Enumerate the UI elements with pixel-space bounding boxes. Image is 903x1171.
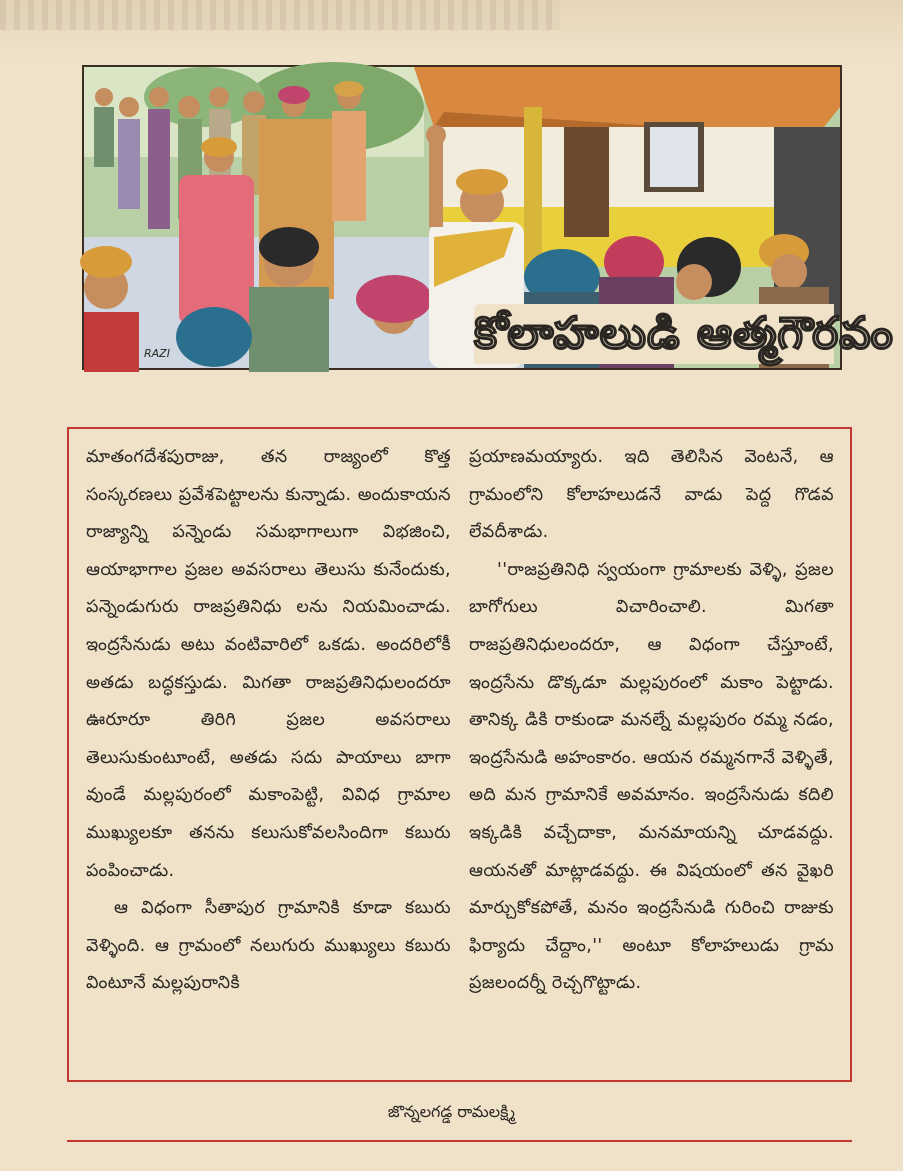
story-title: కోలాహలుడి ఆత్మగౌరవం	[474, 304, 834, 364]
paragraph: మాతంగదేశపురాజు, తన రాజ్యంలో కొత్త సంస్కరణలు ప్రవేశపెట్టాలను కున్నాడు. అందుకాయన రాజ్యాన్ని పన్నెండు సమభాగాలుగా విభజించి, ఆయాభాగాల ప్రజల అవసరాలు తెలుసు కునేందుకు, పన్నెండుగురు రాజప్రతినిధు లను నియమించాడు. ఇంద్రసేనుడు అటు వంటివారిలో ఒకడు. అందరిలోకీ అతడు బద్ధకస్తుడు. మిగతా రాజప్రతినిధులందరూ ఊరూరూ తిరిగి ప్రజల అవసరాలు తెలుసుకుంటూంటే, అతడు సదు పాయాలు బాగా వుండే మల్లపురంలో మకాంపెట్టి, వివిధ గ్రామాల ముఖ్యులకూ తనను కలుసుకోవలసిందిగా కబురు పంపించాడు.	[86, 447, 451, 881]
paragraph: ప్రయాణమయ్యారు. ఇది తెలిసిన వెంటనే, ఆ గ్రామంలోని కోలాహలుడనే వాడు పెద్ద గొడవ లేవదీశాడు.	[469, 447, 834, 543]
previous-page-strip	[0, 0, 560, 30]
left-column	[86, 439, 451, 1003]
story-text-frame	[67, 427, 852, 1082]
artist-signature: RAZI	[144, 347, 170, 360]
story-illustration	[82, 65, 894, 370]
bottom-divider	[67, 1140, 852, 1142]
paragraph: ఆ విధంగా సీతాపుర గ్రామానికి కూడా కబురు వెళ్ళింది. ఆ గ్రామంలో నలుగురు ముఖ్యులు కబురు వింటూనే మల్లపురానికి	[86, 898, 451, 994]
author-name: జొన్నలగడ్డ రామలక్ష్మి	[387, 1102, 516, 1121]
right-column	[469, 439, 834, 1003]
paragraph: ''రాజప్రతినిధి స్వయంగా గ్రామాలకు వెళ్ళి, ప్రజల బాగోగులు విచారించాలి. మిగతా రాజప్రతినిధులందరూ, ఆ విధంగా చేస్తూంటే, ఇంద్రసేను డొక్కడూ మల్లపురంలో మకాం పెట్టాడు. తానిక్క డికి రాకుండా మనల్నే మల్లపురం రమ్మ నడం, ఇంద్రసేనుడి అహంకారం. ఆయన రమ్మనగానే వెళ్ళితే, అది మన గ్రామానికే అవమానం. ఇంద్రసేనుడు కదిలి ఇక్కడికి వచ్చేదాకా, మనమాయన్ని చూడవద్దు. ఆయనతో మాట్లాడవద్దు. ఈ విషయంలో తన వైఖరి మార్చుకోకపోతే, మనం ఇంద్రసేనుడి గురించి రాజుకు ఫిర్యాదు చేద్దాం,'' అంటూ కోలాహలుడు గ్రామ ప్రజలందర్నీ రెచ్చగొట్టాడు.	[469, 559, 834, 994]
